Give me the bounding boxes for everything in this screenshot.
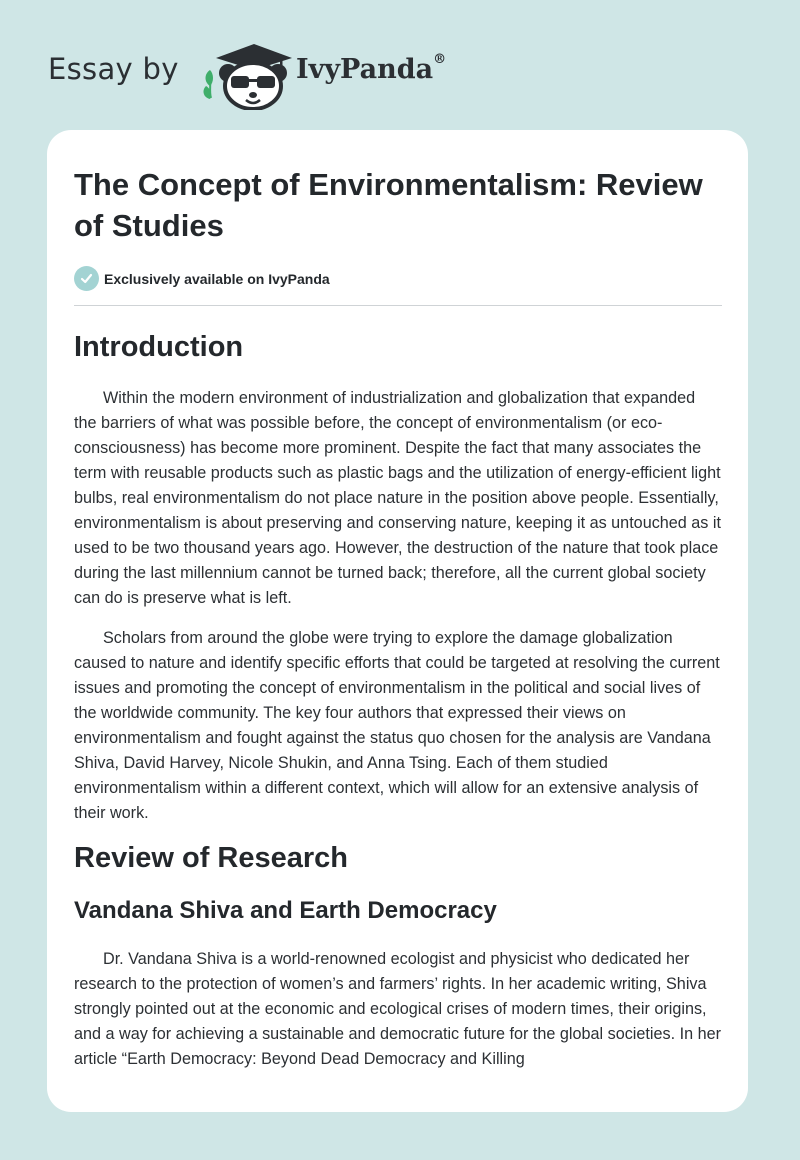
registered-mark: ® (433, 52, 447, 67)
brand-name[interactable] (296, 54, 446, 85)
paragraph: Dr. Vandana Shiva is a world-renowned ecologist and physicist who dedicated her research to the protection of women’s and farmers’ rights. In her academic writing, Shiva strongly pointed out at the economic and ecological crises of modern times, their origins, and a way for achieving a sustainable and democratic future for the global societies. In her article “Earth Democracy: Beyond Dead Democracy and Killing (74, 950, 721, 1068)
article-card (47, 130, 748, 1112)
subsection-heading-shiva: Vandana Shiva and Earth Democracy (74, 897, 497, 924)
divider (74, 305, 722, 306)
section-heading-review: Review of Research (74, 842, 349, 874)
ivypanda-logo-icon[interactable] (202, 36, 296, 110)
essay-by-label: Essay by (48, 52, 179, 86)
paragraph: Scholars from around the globe were trying to explore the damage globalization caused to nature and identify specific efforts that could be targeted at resolving the current issues and promoting the concept of environmentalism in the political and social lives of the worldwide community. The key four authors that expressed their views on environmentalism and fought against the status quo chosen for the analysis are Vandana Shiva, David Harvey, Nicole Shukin, and Anna Tsing. Each of them studied environmentalism within a different context, which will allow for an extensive analysis of their work. (74, 629, 720, 822)
paragraph: Within the modern environment of industrialization and globalization that expanded the barriers of what was possible before, the concept of environmentalism (or eco-consciousness) has become more prominent. Despite the fact that many associates the term with reusable products such as plastic bags and the utilization of energy-efficient light bulbs, real environmentalism do not place nature in the position above people. Essentially, environmentalism is about preserving and conserving nature, keeping it as untouched as it used to be two thousand years ago. However, the destruction of the nature that took place during the last millennium cannot be turned back; therefore, all the current global society can do is preserve what is left. (74, 389, 721, 607)
exclusive-badge (74, 266, 722, 291)
exclusive-badge-text: Exclusively available on IvyPanda (104, 270, 330, 287)
site-header (0, 0, 800, 130)
section-heading-introduction: Introduction (74, 331, 244, 363)
article-title: The Concept of Environmentalism: Review of Studies (74, 167, 703, 243)
brand-text: IvyPanda (296, 54, 434, 85)
article-body (74, 130, 722, 1072)
check-icon (74, 266, 99, 291)
